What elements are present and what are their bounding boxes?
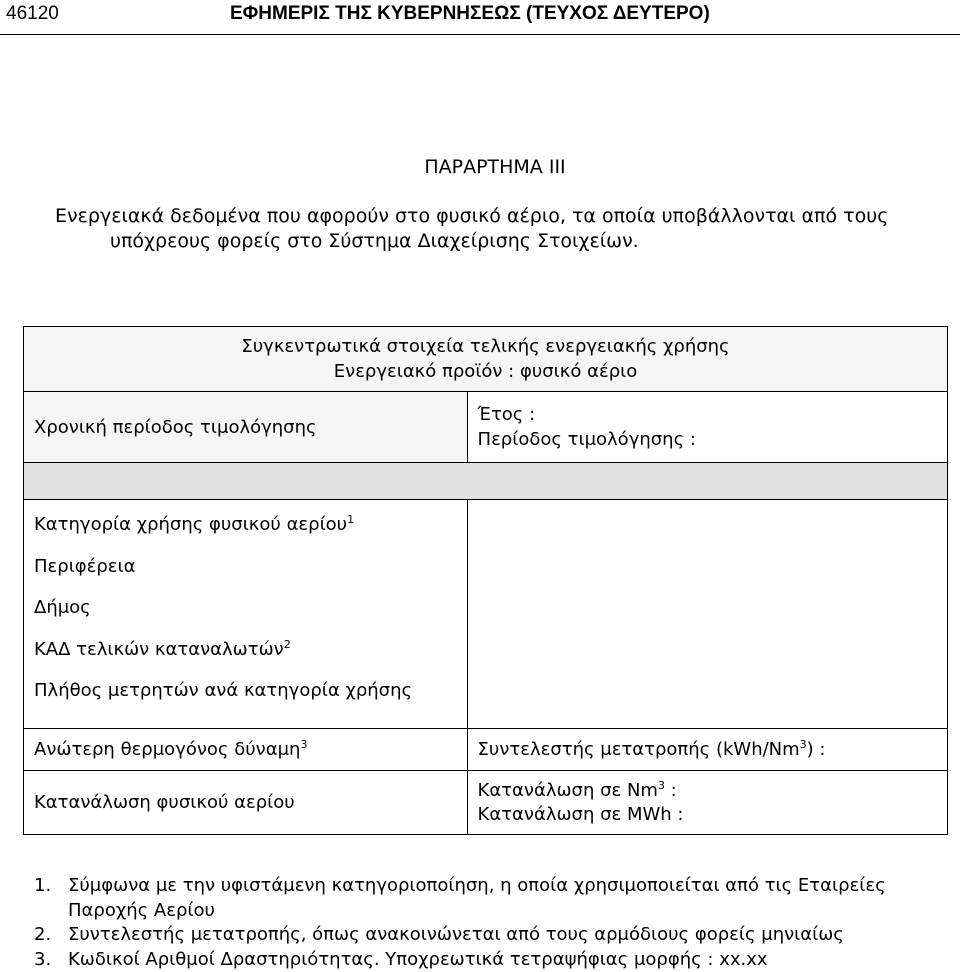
region-label: Περιφέρεια bbox=[34, 555, 136, 577]
consumption-fields bbox=[467, 771, 947, 835]
energy-product: Ενεργειακό προϊόν : φυσικό αέριο bbox=[333, 361, 638, 382]
year-field: Έτος : bbox=[477, 404, 536, 425]
summary-cell bbox=[24, 327, 948, 392]
calorific-row bbox=[24, 729, 948, 771]
billing-period-label: Χρονική περίοδος τιμολόγησης bbox=[24, 392, 468, 463]
energy-data-table bbox=[23, 326, 948, 835]
summary-title: Συγκεντρωτικά στοιχεία τελικής ενεργειακής χρήσης bbox=[241, 336, 730, 357]
footnote-ref-1: 1 bbox=[347, 513, 355, 526]
billing-period-field: Περίοδος τιμολόγησης : bbox=[477, 429, 696, 450]
category-value-cell bbox=[467, 500, 947, 729]
footnote-2: 2. Συντελεστής μετατροπής, όπως ανακοινώνεται από τους αρμόδιους φορείς μηνιαίως bbox=[34, 924, 844, 945]
meters-count-label: Πλήθος μετρητών ανά κατηγορία χρήσης bbox=[34, 680, 413, 701]
municipality-label: Δήμος bbox=[34, 597, 91, 618]
gazette-title: ΕΦΗΜΕΡΙΣ ΤΗΣ ΚΥΒΕΡΝΗΣΕΩΣ (ΤΕΥΧΟΣ ΔΕΥΤΕΡΟ) bbox=[230, 3, 710, 24]
separator-row bbox=[24, 463, 948, 500]
summary-row bbox=[24, 327, 948, 392]
billing-period-fields bbox=[467, 392, 947, 463]
footnote-3: 3. Κωδικοί Αριθμοί Δραστηριότητας. Υποχρεωτικά τετραψήφιας μορφής : xx.xx bbox=[34, 948, 768, 970]
consumption-nm3-field: Κατανάλωση σε Nm$^3$ : bbox=[477, 778, 677, 801]
kad-label: ΚΑΔ τελικών καταναλωτών$^2$ bbox=[34, 637, 291, 660]
category-cell bbox=[24, 500, 468, 729]
gross-calorific-label: Ανώτερη θερμογόνος δύναμη$^3$ bbox=[24, 729, 468, 771]
gas-consumption-label: Κατανάλωση φυσικού αερίου bbox=[24, 771, 468, 835]
billing-period-row bbox=[24, 392, 948, 463]
intro-line-2: υπόχρεους φορείς στο Σύστημα Διαχείρισης Στοιχείων. bbox=[110, 230, 639, 252]
consumption-mwh-field: Κατανάλωση σε MWh : bbox=[477, 803, 684, 825]
footnote-ref-3: 3 bbox=[300, 738, 308, 751]
footnote-1: 1. Σύμφωνα με την υφιστάμενη κατηγοριοποίηση, η οποία χρησιμοποιείται από τις Εταιρείες Παροχής Αερίου bbox=[34, 875, 886, 921]
category-row bbox=[24, 500, 948, 729]
footnote-ref-2: 2 bbox=[283, 637, 291, 651]
annex-title: ΠΑΡΑΡΤΗΜΑ ΙΙΙ bbox=[424, 156, 566, 178]
annex-intro bbox=[55, 204, 955, 254]
conversion-factor-field: Συντελεστής μετατροπής (kWh/Nm$^3$) : bbox=[467, 729, 947, 771]
consumption-row bbox=[24, 771, 948, 835]
intro-line-1: Ενεργειακά δεδομένα που αφορούν στο φυσικό αέριο, τα οποία υποβάλλονται από τους bbox=[55, 205, 889, 227]
usage-category-label: Κατηγορία χρήσης φυσικού αερίου$^1$ bbox=[34, 513, 355, 535]
gray-separator bbox=[24, 463, 948, 500]
page-number: 46120 bbox=[6, 3, 59, 24]
footnotes bbox=[34, 874, 934, 972]
page-header bbox=[0, 0, 960, 35]
